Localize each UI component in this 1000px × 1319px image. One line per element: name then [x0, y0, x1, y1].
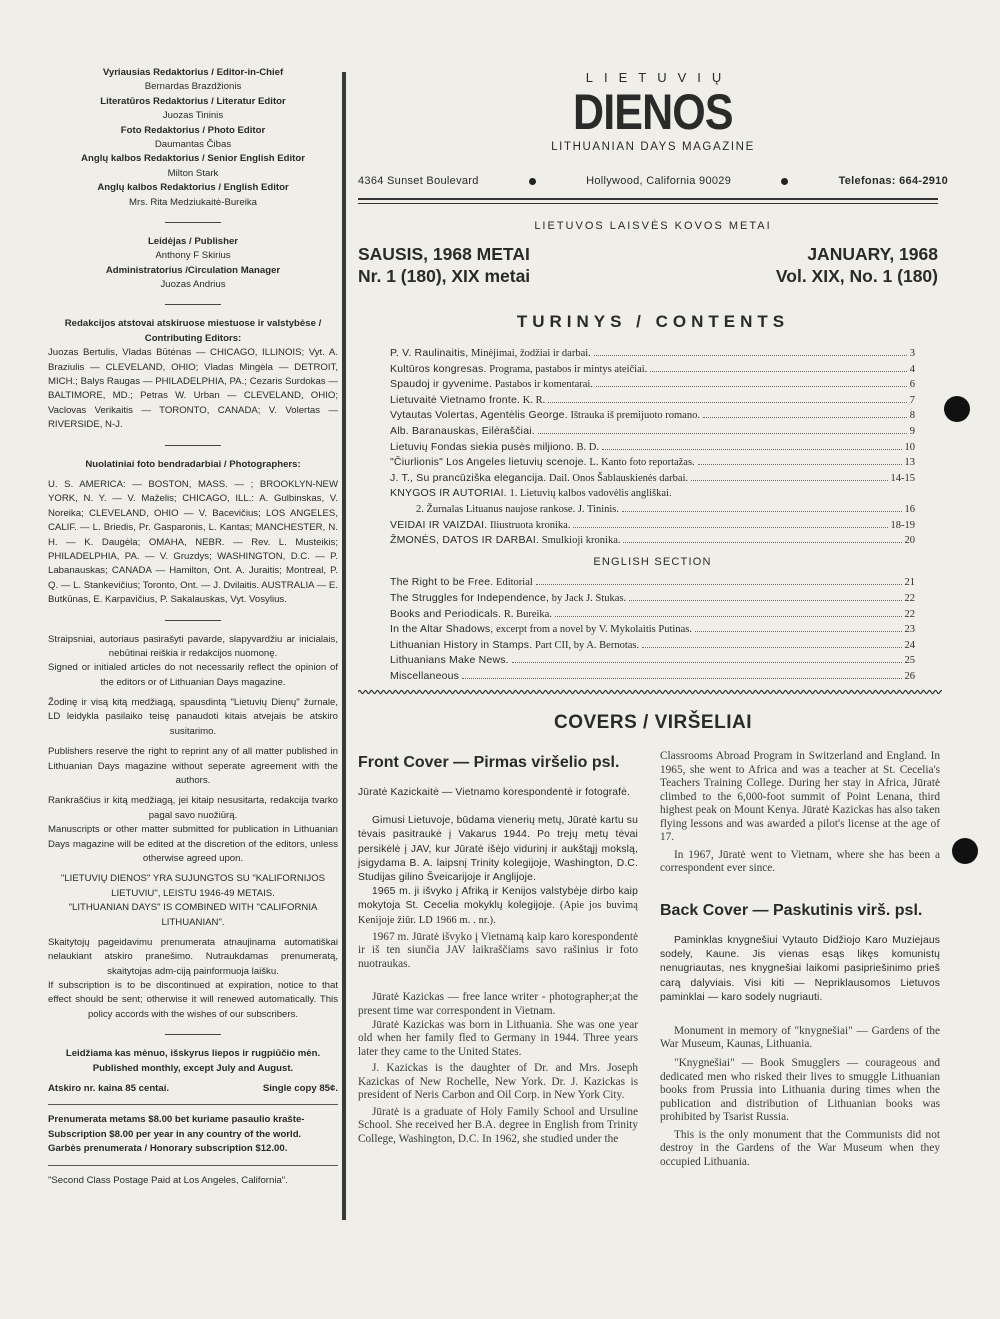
front-cover-lt-p1: Gimusi Lietuvoje, būdama vienerių metų, Jūratė kartu su tėvais pasitraukė į Vakarus 1944. Po trejų metų tėvai persikėlė į JAV, kur Jūratė išėjo vidurinį ir aukštąjį mokslą, įsigydama B. A. laipsnį Trinity kolegijoje, Washington, D.C. Studijas gilino Šveicarijoje ir Anglijoje. — [358, 815, 638, 884]
covers-heading: COVERS / VIRŠELIAI — [554, 712, 752, 733]
divider — [48, 1165, 338, 1166]
toc-leader — [536, 584, 902, 585]
front-cover-en-p5: Classrooms Abroad Program in Switzerland and England. In 1965, she went to Africa and was a teacher at St. Cecelia's Teachers Training College. During her stay in Africa, Jūratė climbed to the 6,000-foot summit of Point Lenana, third highest peak on Mount Kenya. Jūratė Kazickas has also taken flying lessons and was awarded a pilot's license at the age of 17. — [660, 750, 940, 844]
toc-leader — [698, 464, 902, 465]
masthead-title: DIENOS — [573, 84, 733, 140]
toc-entry — [390, 440, 915, 456]
toc-page-number: 6 — [909, 379, 915, 391]
toc-entry-title: Lietuvaitė Vietnamo fronte. K. R. — [390, 393, 546, 406]
phone: Telefonas: 664-2910 — [838, 175, 948, 187]
senior-english-editor-label: Anglų kalbos Redaktorius / Senior English Editor — [81, 153, 305, 165]
toc-leader — [573, 527, 887, 528]
eic-label: Vyriausias Redaktorius / Editor-in-Chief — [102, 67, 284, 78]
price-lt: Atskiro nr. kaina 85 centai. — [48, 1083, 170, 1095]
toc-entry — [390, 408, 915, 424]
toc-leader — [703, 417, 907, 418]
notice-en-opinion: Signed or initialed articles do not necessarily reflect the opinion of the editors or of Lithuanian Days magazine. — [48, 662, 338, 688]
contributing-editors-label: Redakcijos atstovai atskiruose miestuose ir valstybėse / Contributing Editors: — [64, 318, 322, 344]
notice-lt-manuscripts: Rankraščius ir kitą medžiagą, jei kitaip nesusitarta, redakcija tvarko pagal savo nuožiūrą. — [48, 795, 338, 821]
toc-entry-title: Alb. Baranauskas, Eilėraščiai. — [390, 424, 535, 437]
toc-leader — [695, 631, 902, 632]
circulation-label: Administratorius /Circulation Manager — [105, 264, 281, 276]
divider — [48, 1104, 338, 1105]
senior-english-editor-name: Milton Stark — [167, 167, 219, 179]
eic-name: Bernardas Brazdžionis — [144, 81, 242, 93]
freedom-line: LIETUVOS LAISVĖS KOVOS METAI — [534, 220, 772, 232]
column-divider — [342, 72, 346, 1220]
toc-page-number: 21 — [904, 577, 915, 589]
back-cover-en-p3: This is the only monument that the Communists did not destroy in the Gardens of the War Museum when they occupied Lithuania. — [660, 1128, 940, 1168]
toc-page-number: 25 — [904, 655, 915, 667]
divider — [358, 203, 938, 204]
masthead-kicker: LIETUVIŲ — [585, 70, 733, 85]
toc-page-number: 10 — [904, 441, 915, 453]
honorary-subscription: Garbės prenumerata / Honorary subscription $12.00. — [48, 1143, 288, 1155]
notice-lt-reprint: Žodinę ir visą kitą medžiagą, spausdintą "Lietuvių Dienų" žurnale, LD leidykla pasilaiko teisę panaudoti kitais atvejais be atskiro susitarimo. — [48, 697, 338, 737]
toc-leader — [642, 647, 901, 648]
toc-entry-title: In the Altar Shadows, excerpt from a novel by V. Mykolaitis Putinas. — [390, 623, 692, 636]
toc-leader — [622, 511, 902, 512]
toc-page-number: 3 — [909, 348, 915, 359]
toc-leader — [650, 371, 906, 372]
front-cover-en-p2: Jūratė Kazickas was born in Lithuania. She was one year old when her family fled to Germany in 1944. Three years later they came to the United States. — [358, 1018, 638, 1058]
toc-entry-title: Lithuanian History in Stamps. Part CII, by A. Bernotas. — [390, 638, 640, 651]
notice-lt-opinion: Straipsniai, autoriaus pasirašyti pavarde, slapyvardžiu ar inicialais, nebūtinai reiškia ir redakcijos nuomonę. — [48, 633, 338, 659]
toc-entry-title: VEIDAI IR VAIZDAI. Iliustruota kronika. — [390, 518, 571, 531]
toc-leader — [691, 480, 887, 481]
back-cover-heading: Back Cover — Paskutinis virš. psl. — [660, 901, 923, 919]
toc-entry-title: The Struggles for Independence, by Jack J. Stukas. — [390, 591, 627, 604]
back-cover-en-p1: Monument in memory of "knygnešiai" — Gardens of the War Museum, Kaunas, Lithuania. — [660, 1024, 940, 1051]
divider — [165, 445, 221, 446]
issue-number-en: Vol. XIX, No. 1 (180) — [775, 265, 938, 286]
toc-entry — [390, 377, 915, 393]
toc-entry — [390, 346, 915, 362]
notice-lt-combined: "LIETUVIŲ DIENOS" YRA SUJUNGTOS SU "KALIFORNIJOS LIETUVIU", LEISTU 1946-49 METAIS. — [60, 873, 326, 899]
toc-leader — [596, 386, 907, 387]
second-cover-column — [660, 750, 940, 1169]
toc-leader — [512, 662, 902, 663]
subscription-en: Subscription $8.00 per year in any country of the world. — [48, 1128, 302, 1140]
front-cover-column — [358, 748, 638, 1146]
toc-entry-title: Lietuvių Fondas siekia pusės miljiono. B. D. — [390, 440, 599, 453]
price-en: Single copy 85¢. — [262, 1083, 338, 1095]
toc-entry-title: P. V. Raulinaitis, Minėjimai, žodžiai ir darbai. — [390, 347, 591, 359]
toc-page-number: 16 — [904, 503, 915, 515]
punch-hole — [952, 838, 978, 864]
front-cover-en-p3: J. Kazickas is the daughter of Dr. and Mrs. Joseph Kazickas of New Rochelle, New York. Dr. J. Kazickas is president of Neris Carbon and Oil Corp. in New York City. — [358, 1062, 638, 1102]
english-section-label: ENGLISH SECTION — [593, 555, 712, 568]
english-editor-name: Mrs. Rita Medziukaitė-Bureika — [129, 196, 257, 208]
toc-page-number: 24 — [904, 639, 915, 651]
single-copy-price — [48, 1082, 338, 1096]
publisher-label: Leidėjas / Publisher — [147, 235, 239, 247]
toc-entry — [390, 518, 915, 534]
toc-entry — [390, 575, 915, 591]
table-of-contents — [390, 346, 915, 684]
toc-entry — [390, 486, 915, 502]
divider — [358, 198, 938, 200]
toc-page-number: 4 — [909, 363, 915, 375]
notice-lt-subscription: Skaitytojų pageidavimu prenumerata atnaujinama automatiškai nelaukiant atskiro pranešimo. Nutraukdamas prenumeratą, skaitytojas adm-ciją painformuoja laišku. — [48, 936, 338, 977]
toc-entry-title: Vytautas Volertas, Agentėlis George. Ištrauka iš premijuoto romano. — [390, 409, 700, 422]
toc-page-number: 20 — [904, 535, 915, 547]
toc-page-number: 22 — [904, 608, 915, 620]
photographers-label: Nuolatiniai foto bendradarbiai / Photographers: — [85, 458, 301, 470]
toc-entry — [390, 471, 915, 487]
toc-entry — [390, 638, 915, 654]
punch-hole — [944, 396, 970, 422]
english-editor-label: Anglų kalbos Redaktorius / English Editor — [97, 182, 289, 194]
issue-info — [358, 244, 938, 287]
photo-editor-name: Daumantas Čibas — [154, 138, 232, 150]
bullet-icon — [781, 178, 788, 185]
notice-en-reprint: Publishers reserve the right to reprint any of all matter published in Lithuanian Days magazine without seperate agreement with the authors. — [48, 746, 338, 787]
divider — [165, 620, 221, 621]
toc-entry — [390, 393, 915, 409]
postage-note: "Second Class Postage Paid at Los Angeles, California". — [48, 1174, 288, 1186]
toc-entry — [390, 669, 915, 685]
notice-en-subscription: If subscription is to be discontinued at expiration, notice to that effect should be sent; otherwise it will renewed automatically. This policy accords with the wishes of our subscribers. — [48, 980, 338, 1020]
toc-entry — [390, 424, 915, 440]
toc-entry — [390, 607, 915, 623]
toc-page-number: 22 — [904, 592, 915, 604]
toc-leader — [462, 678, 901, 679]
front-cover-heading: Front Cover — Pirmas viršelio psl. — [358, 754, 620, 771]
toc-page-number: 23 — [904, 624, 915, 636]
toc-entry-title: The Right to be Free. Editorial — [390, 576, 533, 589]
toc-leader — [594, 355, 907, 356]
toc-leader — [623, 542, 901, 543]
front-cover-lt-p3: 1967 m. Jūratė išvyko į Vietnamą kaip karo korespondentė ir iš ten siunčia JAV laikraščiams savo rašinius ir foto nuotraukas. — [358, 930, 638, 970]
masthead-subtitle: LITHUANIAN DAYS MAGAZINE — [551, 141, 755, 153]
toc-entry-title: ŽMONĖS, DATOS IR DARBAI. Smulkioji kronika. — [390, 534, 621, 547]
toc-leader — [629, 600, 901, 601]
contents-heading: TURINYS / CONTENTS — [516, 312, 790, 331]
front-cover-lt-p2: 1965 m. ji išvyko į Afriką ir Kenijos valstybėje dirbo kaip mokytoja St. Cecelia mokyklų kolegijoje. (Apie jos buvimą Kenijoje žiūr. LD 1966 m. . nr.). — [358, 886, 638, 926]
wavy-divider — [358, 688, 942, 696]
toc-leader — [602, 449, 902, 450]
toc-page-number: 14-15 — [890, 472, 915, 484]
front-cover-en-p6: In 1967, Jūratė went to Vietnam, where she has been a correspondent ever since. — [660, 848, 940, 875]
toc-entry — [390, 622, 915, 638]
back-cover-lt-p1: Paminklas knygnešiui Vytauto Didžiojo Karo Muziejaus sodely, Kaune. Jis vienas esąs likęs komunistų nenugriautas, nes knygnešiai laikomi pasipriešinimo prieš carą dalyviais. Visi kiti — Nepriklausomos Lietuvos paminklai — karo sodely nugriauti. — [660, 934, 940, 1003]
back-cover-en-p2: "Knygnešiai" — Book Smugglers — courageous and dedicated men who risked their lives to smuggle Lithuanian books from Prussia into Lithuania during times when the publication and distribution of Lithuanian books was prohibited by Tsarist Russia. — [660, 1057, 940, 1124]
notice-en-manuscripts: Manuscripts or other matter submitted for publication in Lithuanian Days magazine will be edited at the discretion of the editors, unless otherwise agreed upon. — [48, 824, 338, 864]
front-cover-en-p1: Jūratė Kazickas — free lance writer - photographer;at the present time war correspondent in Vietnam. — [358, 991, 638, 1018]
notice-en-combined: "LITHUANIAN DAYS" IS COMBINED WITH "CALIFORNIA LITHUANIAN". — [68, 902, 318, 928]
subscription-lt: Prenumerata metams $8.00 bet kuriame pasaulio krašte- — [48, 1114, 305, 1126]
front-cover-caption: Jūratė Kazickaitė — Vietnamo korespondentė ir fotografė. — [358, 787, 631, 798]
toc-entry-title: Spaudoj ir gyvenime. Pastabos ir komentarai. — [390, 378, 593, 391]
circulation-name: Juozas Andrius — [160, 279, 226, 291]
toc-entry-title: 2. Žurnalas Lituanus naujose rankose. J. Tininis. — [416, 503, 619, 515]
toc-entry — [390, 362, 915, 378]
toc-page-number: 7 — [909, 394, 915, 406]
toc-entry-title: KNYGOS IR AUTORIAI. 1. Lietuvių kalbos vadovėlis angliškai. — [390, 487, 672, 500]
publisher-name: Anthony F Skirius — [155, 250, 231, 262]
monthly-lt: Leidžiama kas mėnuo, išskyrus liepos ir rugpiūčio mėn. — [65, 1048, 321, 1060]
toc-page-number: 9 — [909, 425, 915, 437]
divider — [165, 304, 221, 305]
divider — [165, 1034, 221, 1035]
masthead — [358, 70, 948, 153]
staff-column — [48, 66, 338, 1188]
front-cover-en-p4: Jūratė is a graduate of Holy Family School and Ursuline School. She received her B.A. degree in English from Trinity College, Washington, D.C. In 1962, she studied under the — [358, 1105, 638, 1145]
issue-number-lt: Nr. 1 (180), XIX metai — [358, 265, 531, 286]
toc-page-number: 18-19 — [890, 519, 915, 531]
city: Hollywood, California 90029 — [586, 175, 732, 187]
photo-editor-label: Foto Redaktorius / Photo Editor — [120, 124, 266, 136]
toc-entry — [390, 502, 915, 518]
toc-entry — [390, 591, 915, 607]
toc-entry — [390, 653, 915, 669]
issue-date-en: JANUARY, 1968 — [807, 244, 938, 264]
toc-entry — [390, 455, 915, 471]
divider — [165, 222, 221, 223]
toc-entry — [390, 533, 915, 549]
issue-date-lt: SAUSIS, 1968 METAI — [358, 244, 530, 264]
toc-page-number: 13 — [904, 457, 915, 469]
lit-editor-label: Literatūros Redaktorius / Literatur Editor — [100, 95, 286, 107]
toc-page-number: 8 — [909, 410, 915, 422]
toc-entry-title: J. T., Su prancūziška elegancija. Dail. Onos Šablauskienės darbai. — [390, 471, 689, 484]
toc-entry-title: Miscellaneous — [390, 669, 460, 682]
toc-leader — [548, 402, 907, 403]
toc-page-number: 26 — [904, 670, 915, 682]
toc-leader — [555, 616, 902, 617]
photographers-text: U. S. AMERICA: — BOSTON, MASS. — ; BROOKLYN-NEW YORK, N. Y. — V. Maželis; CHICAGO, ILL.: A. Gulbinskas, V. Noreika; CLEVELAND, OHIO — V. Bacevičius; LOS ANGELES, CALIF. — L. Briedis, Pr. Gasparonis, L. Kantas; MANCHESTER, N. H. — K. Daugėla; OMAHA, NEBR. — Rev. L. Musteikis; PHILADELPHIA, PA. — V. Gruzdys; WASHINGTON, D.C. — P. Labanauskas; CANADA — Hamilton, Ont. A. Juraitis; Montreal, P. Q. — L. Stankevičius; Toronto, Ont. — J. Dvilaitis. AUSTRALIA — E. Butkūnas, E. Karpavičius, P. Sakalauskas, Vyt. Vosylius. — [48, 478, 338, 606]
monthly-en: Published monthly, except July and August. — [92, 1062, 294, 1074]
address-line — [358, 175, 948, 187]
contributing-editors-text: Juozas Bertulis, Vladas Būtėnas — CHICAGO, ILLINOIS; Vyt. A. Braziulis — CLEVELAND, OHIO; Vladas Mingėla — DETROIT, MICH.; Balys Raugas — PHILADELPHIA, PA.; Cezaris Surdokas — BALTIMORE, MD.; Petras W. Urban — CLEVELAND, OHIO; Vaclovas Verikaitis — TORONTO, CANADA; V. Volertas — RIVERSIDE, N-J. — [48, 347, 338, 431]
toc-entry-title: Kultūros kongresas. Programa, pastabos ir mintys ateičiai. — [390, 362, 648, 375]
toc-leader — [538, 433, 907, 434]
lit-editor-name: Juozas Tininis — [162, 110, 224, 122]
toc-entry-title: "Čiurlionis" Los Angeles lietuvių scenoje. L. Kanto foto reportažas. — [390, 456, 695, 469]
toc-entry-title: Books and Periodicals. R. Bureika. — [390, 607, 552, 620]
toc-entry-title: Lithuanians Make News. — [390, 654, 509, 667]
street-address: 4364 Sunset Boulevard — [358, 175, 479, 187]
bullet-icon — [529, 178, 536, 185]
